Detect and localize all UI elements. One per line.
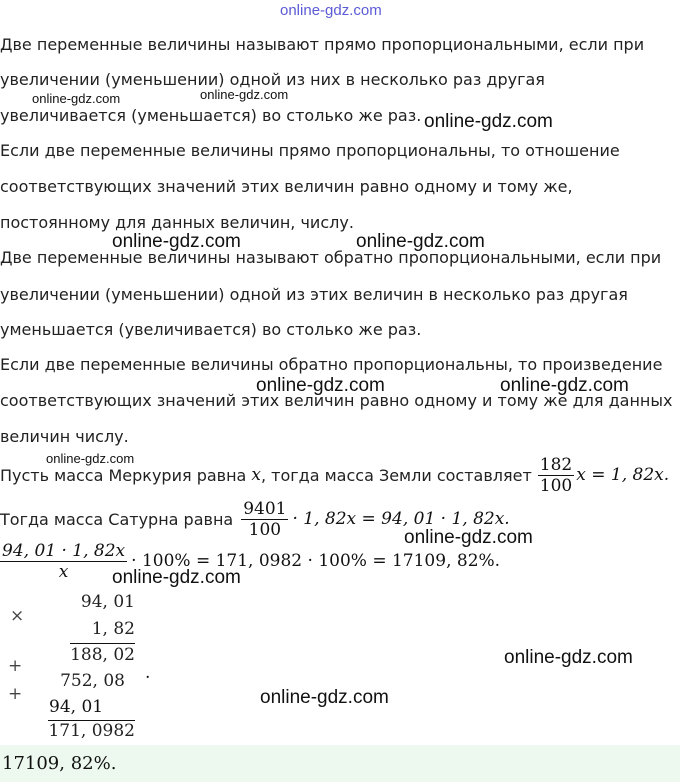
ratio-expression: · 100% = 171, 0982 · 100% = 17109, 82%. — [131, 551, 501, 571]
direct-property-line-1: Если две переменные величины прямо пропорциональны, то отношение — [0, 141, 620, 160]
fraction-ratio-denominator: x — [0, 561, 127, 582]
mult-trailing-dot: . — [145, 663, 151, 683]
answer-value: 17109, 82%. — [2, 753, 117, 774]
solution-line-1-text: Пусть масса Меркурия равна — [0, 465, 247, 485]
direct-definition-line-3: увеличивается (уменьшается) во столько же раз. — [0, 106, 422, 125]
watermark: online-gdz.com — [256, 375, 385, 396]
watermark: online-gdz.com — [32, 91, 121, 106]
fraction-earth-numerator: 182 — [539, 454, 573, 475]
watermark: online-gdz.com — [112, 567, 241, 588]
inverse-definition-line-3: уменьшается (увеличивается) во столько же раз. — [0, 320, 422, 339]
watermark: online-gdz.com — [200, 87, 289, 102]
mult-partial-3: 94, 01 — [49, 697, 104, 717]
inverse-property-line-1: Если две переменные величины обратно пропорциональны, то произведение — [0, 355, 663, 374]
plus-sign-2: + — [8, 684, 23, 704]
watermark: online-gdz.com — [112, 231, 241, 252]
inverse-definition-line-1: Две переменные величины называют обратно пропорциональными, если при — [0, 248, 662, 267]
direct-property-line-2: соответствующих значений этих величин равно одному и тому же, — [0, 177, 573, 196]
mult-rule-1 — [70, 643, 135, 644]
fraction-earth-denominator: 100 — [539, 475, 573, 496]
saturn-mass-expression: · 1, 82x = 94, 01 · 1, 82x. — [292, 509, 510, 529]
fraction-earth — [538, 455, 574, 496]
fraction-ratio-numerator: 94, 01 · 1, 82x — [2, 540, 126, 561]
variable-x: x — [251, 465, 261, 485]
watermark: online-gdz.com — [424, 111, 553, 132]
mult-partial-2: 752, 08 — [60, 671, 125, 691]
watermark: online-gdz.com — [504, 647, 633, 668]
watermark: online-gdz.com — [404, 527, 533, 548]
solution-line-2-text: Тогда масса Сатурна равна — [0, 509, 234, 529]
direct-definition-line-2: увеличении (уменьшении) одной из них в несколько раз другая — [0, 70, 545, 89]
fraction-saturn-numerator: 9401 — [243, 498, 287, 519]
mult-result: 171, 0982 — [48, 721, 135, 741]
watermark-top: online-gdz.com — [280, 2, 382, 19]
watermark: online-gdz.com — [46, 451, 135, 466]
plus-sign-1: + — [8, 656, 23, 676]
inverse-definition-line-2: увеличении (уменьшении) одной из этих величин в несколько раз другая — [0, 285, 628, 304]
mult-factor-1: 94, 01 — [80, 592, 135, 612]
inverse-property-line-3: величин числу. — [0, 427, 129, 446]
solution-line-1-mid: , тогда масса Земли составляет — [260, 465, 532, 485]
direct-definition-line-1: Две переменные величины называют прямо пропорциональными, если при — [0, 35, 645, 54]
mult-partial-1: 188, 02 — [70, 645, 135, 665]
times-sign: × — [10, 606, 25, 626]
fraction-saturn-denominator: 100 — [241, 519, 288, 540]
mult-factor-2: 1, 82 — [91, 619, 135, 639]
fraction-saturn — [241, 499, 288, 540]
earth-mass-expression: x = 1, 82x. — [576, 465, 670, 485]
fraction-ratio — [0, 541, 127, 582]
watermark: online-gdz.com — [500, 375, 629, 396]
watermark: online-gdz.com — [260, 687, 389, 708]
watermark: online-gdz.com — [356, 231, 485, 252]
inverse-property-line-2: соответствующих значений этих величин равно одному и тому же для данных — [0, 391, 673, 410]
direct-property-line-3: постоянному для данных величин, числу. — [0, 213, 354, 232]
